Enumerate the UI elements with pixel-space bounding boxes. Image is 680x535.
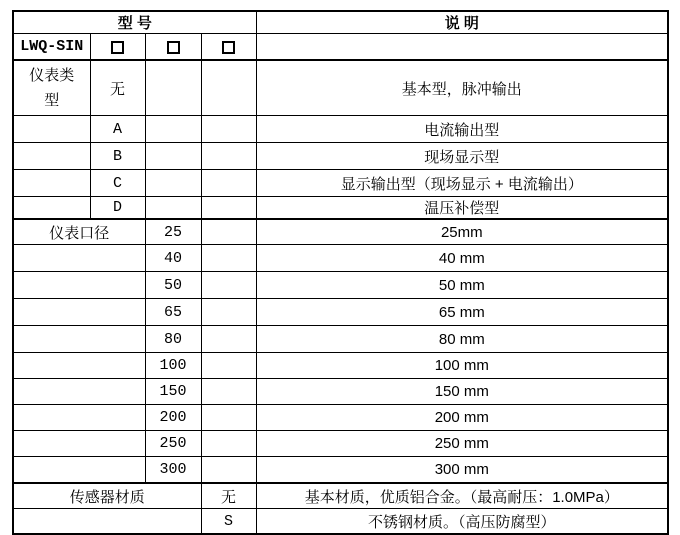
empty-cell — [13, 299, 145, 326]
code-cell: 250 — [145, 431, 201, 457]
model-placeholder-cell — [90, 34, 145, 61]
description-cell: 温压补偿型 — [256, 197, 668, 220]
section-label-meter-diameter: 仪表口径 — [13, 219, 145, 245]
code-cell: 100 — [145, 353, 201, 379]
description-cell: 显示输出型（现场显示 + 电流输出） — [256, 170, 668, 197]
empty-cell — [13, 197, 90, 220]
empty-cell — [13, 353, 145, 379]
model-placeholder-cell — [201, 34, 256, 61]
code-cell: 无 — [90, 60, 145, 116]
empty-cell — [13, 326, 145, 353]
empty-cell — [201, 405, 256, 431]
empty-cell — [13, 170, 90, 197]
empty-cell — [201, 299, 256, 326]
empty-cell — [201, 379, 256, 405]
empty-cell — [13, 457, 145, 484]
code-cell: S — [201, 509, 256, 535]
empty-cell — [13, 272, 145, 299]
model-placeholder-cell — [145, 34, 201, 61]
code-cell: 25 — [145, 219, 201, 245]
code-cell: 无 — [201, 483, 256, 509]
description-cell: 200 mm — [256, 405, 668, 431]
empty-cell — [256, 34, 668, 61]
empty-cell — [201, 272, 256, 299]
description-cell: 40 mm — [256, 245, 668, 272]
empty-cell — [201, 326, 256, 353]
description-cell: 65 mm — [256, 299, 668, 326]
empty-cell — [201, 143, 256, 170]
description-cell: 80 mm — [256, 326, 668, 353]
description-cell: 250 mm — [256, 431, 668, 457]
description-cell: 不锈钢材质。（高压防腐型） — [256, 509, 668, 535]
empty-cell — [201, 116, 256, 143]
empty-cell — [13, 143, 90, 170]
empty-cell — [13, 379, 145, 405]
description-cell: 基本型，脉冲输出 — [256, 60, 668, 116]
empty-cell — [201, 245, 256, 272]
code-cell: A — [90, 116, 145, 143]
code-cell: D — [90, 197, 145, 220]
model-series-cell: LWQ-SIN — [13, 34, 90, 61]
code-cell: 200 — [145, 405, 201, 431]
model-spec-table — [12, 10, 669, 535]
description-column-header: 说 明 — [256, 11, 668, 34]
code-cell: B — [90, 143, 145, 170]
code-cell: C — [90, 170, 145, 197]
description-cell: 100 mm — [256, 353, 668, 379]
empty-cell — [145, 170, 201, 197]
code-cell: 80 — [145, 326, 201, 353]
empty-cell — [13, 116, 90, 143]
empty-cell — [201, 170, 256, 197]
empty-cell — [201, 60, 256, 116]
empty-cell — [201, 431, 256, 457]
empty-cell — [201, 197, 256, 220]
code-cell: 150 — [145, 379, 201, 405]
code-cell: 300 — [145, 457, 201, 484]
empty-cell — [145, 60, 201, 116]
empty-cell — [145, 116, 201, 143]
description-cell: 300 mm — [256, 457, 668, 484]
model-column-header: 型 号 — [13, 11, 256, 34]
empty-cell — [201, 457, 256, 484]
description-cell: 25mm — [256, 219, 668, 245]
placeholder-box-icon — [222, 41, 235, 54]
empty-cell — [13, 245, 145, 272]
description-cell: 50 mm — [256, 272, 668, 299]
code-cell: 40 — [145, 245, 201, 272]
empty-cell — [13, 405, 145, 431]
placeholder-box-icon — [111, 41, 124, 54]
empty-cell — [145, 143, 201, 170]
empty-cell — [13, 509, 201, 535]
section-label-instrument-type: 仪表类型 — [13, 60, 90, 116]
empty-cell — [201, 353, 256, 379]
description-cell: 基本材质，优质铝合金。（最高耐压：1.0MPa） — [256, 483, 668, 509]
description-cell: 现场显示型 — [256, 143, 668, 170]
placeholder-box-icon — [167, 41, 180, 54]
description-cell: 电流输出型 — [256, 116, 668, 143]
code-cell: 65 — [145, 299, 201, 326]
code-cell: 50 — [145, 272, 201, 299]
empty-cell — [201, 219, 256, 245]
empty-cell — [13, 431, 145, 457]
description-cell: 150 mm — [256, 379, 668, 405]
section-label-sensor-material: 传感器材质 — [13, 483, 201, 509]
empty-cell — [145, 197, 201, 220]
